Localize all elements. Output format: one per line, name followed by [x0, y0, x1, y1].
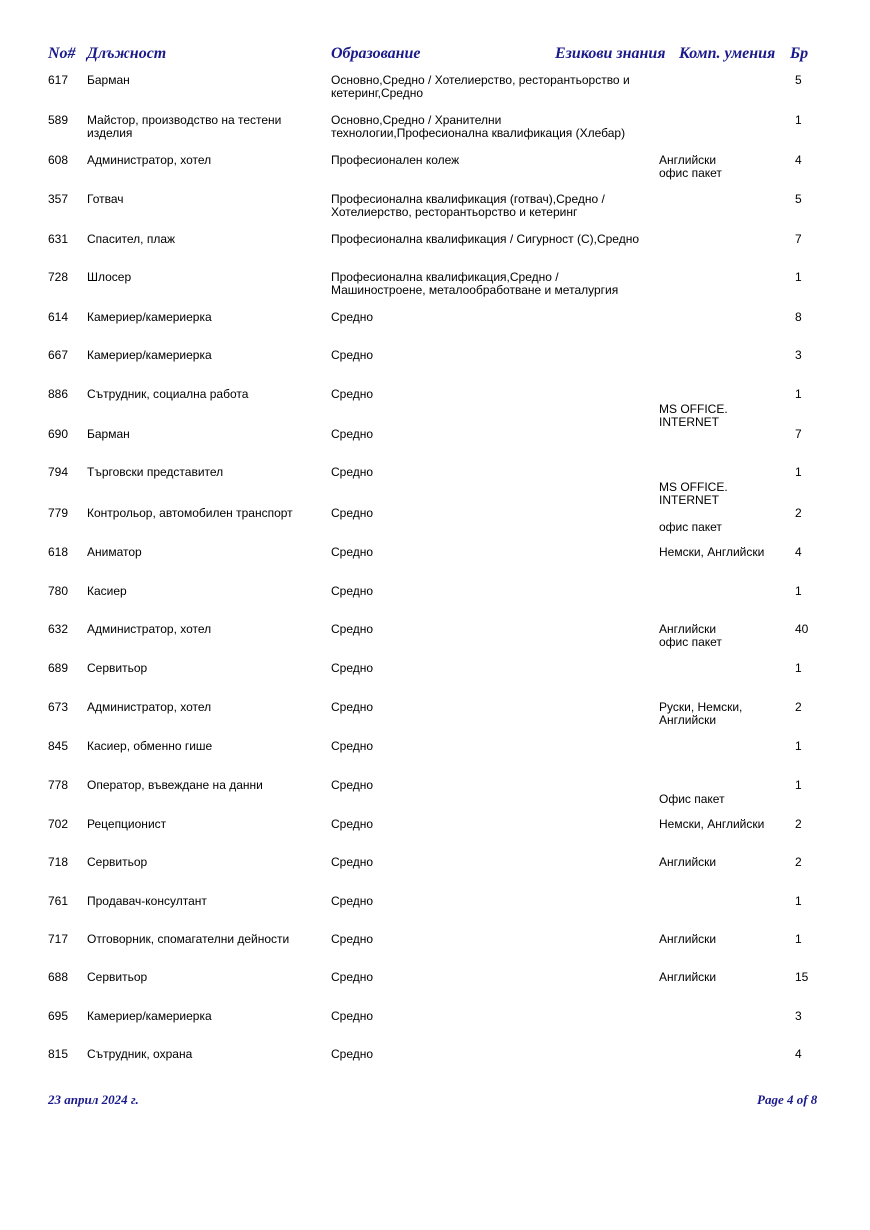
row-position: Готвач: [87, 192, 124, 206]
row-count: 7: [795, 232, 802, 246]
row-education: Средно: [331, 622, 374, 636]
header-education: Образование: [331, 45, 421, 62]
header-num: No#: [48, 45, 76, 62]
row-number: 667: [48, 348, 69, 362]
row-number: 357: [48, 192, 69, 206]
row-position: Сервитьор: [87, 855, 148, 869]
row-count: 4: [795, 1047, 802, 1061]
row-education: Професионална квалификация (готвач),Средно / Хотелиерство, ресторантьорство и кетеринг: [331, 192, 605, 219]
row-position: Контрольор, автомобилен транспорт: [87, 506, 293, 520]
row-position: Сътрудник, охрана: [87, 1047, 193, 1061]
row-education: Средно: [331, 465, 374, 479]
row-education: Средно: [331, 506, 374, 520]
row-education: Средно: [331, 427, 374, 441]
table-row: [0, 662, 870, 698]
table-row: [0, 349, 870, 385]
row-count: 1: [795, 894, 802, 908]
row-number: 695: [48, 1009, 69, 1023]
table-row: [0, 779, 870, 815]
row-number: 794: [48, 465, 69, 479]
row-number: 689: [48, 661, 69, 675]
table-row: [0, 428, 870, 464]
table-row: [0, 740, 870, 776]
row-languages: Английски офис пакет: [659, 622, 722, 649]
table-row: [0, 546, 870, 582]
row-education: Средно: [331, 970, 374, 984]
row-position: Рецепционист: [87, 817, 167, 831]
row-languages: Немски, Английски: [659, 817, 765, 831]
row-education: Средно: [331, 661, 374, 675]
row-position: Отговорник, спомагателни дейности: [87, 932, 290, 946]
row-number: 688: [48, 970, 69, 984]
header-languages: Езикови знания: [555, 45, 666, 62]
row-position: Барман: [87, 73, 130, 87]
row-count: 1: [795, 270, 802, 284]
row-count: 1: [795, 932, 802, 946]
row-count: 15: [795, 970, 809, 984]
header-computer-skills: Комп. умения: [679, 45, 776, 62]
table-row: [0, 585, 870, 621]
row-education: Средно: [331, 855, 374, 869]
row-position: Майстор, производство на тестени изделия: [87, 113, 282, 140]
row-position: Администратор, хотел: [87, 153, 212, 167]
row-count: 4: [795, 153, 802, 167]
row-languages: Английски: [659, 970, 717, 984]
table-row: [0, 154, 870, 190]
row-languages: Немски, Английски: [659, 545, 765, 559]
table-row: [0, 507, 870, 543]
row-education: Средно: [331, 817, 374, 831]
row-position: Търговски представител: [87, 465, 224, 479]
row-position: Касиер, обменно гише: [87, 739, 213, 753]
row-count: 5: [795, 73, 802, 87]
row-position: Касиер: [87, 584, 127, 598]
header-position: Длъжност: [87, 45, 167, 62]
footer-page-number: Page 4 of 8: [757, 1092, 818, 1107]
table-row: [0, 74, 870, 110]
row-number: 614: [48, 310, 69, 324]
row-position: Администратор, хотел: [87, 622, 212, 636]
row-education: Средно: [331, 1009, 374, 1023]
table-row: [0, 933, 870, 969]
row-count: 1: [795, 113, 802, 127]
row-number: 702: [48, 817, 69, 831]
row-position: Сервитьор: [87, 661, 148, 675]
row-education: Професионална квалификация,Средно / Машиностроене, металообработване и металургия: [331, 270, 619, 297]
row-count: 1: [795, 465, 802, 479]
row-number: 717: [48, 932, 69, 946]
row-count: 8: [795, 310, 802, 324]
row-number: 589: [48, 113, 69, 127]
table-row: [0, 856, 870, 892]
row-position: Оператор, въвеждане на данни: [87, 778, 263, 792]
row-education: Средно: [331, 739, 374, 753]
row-number: 632: [48, 622, 69, 636]
table-row: [0, 1048, 870, 1084]
row-number: 728: [48, 270, 69, 284]
row-education: Средно: [331, 387, 374, 401]
table-row: [0, 193, 870, 229]
row-number: 778: [48, 778, 69, 792]
row-count: 1: [795, 584, 802, 598]
row-position: Шлосер: [87, 270, 132, 284]
table-row: [0, 271, 870, 307]
table-row: [0, 895, 870, 931]
row-education: Основно,Средно / Хранителни технологии,Професионална квалификация (Хлебар): [331, 113, 626, 140]
row-position: Барман: [87, 427, 130, 441]
computer-skills-note: офис пакет: [659, 520, 722, 534]
table-row: [0, 971, 870, 1007]
row-languages: Английски: [659, 932, 717, 946]
row-count: 2: [795, 817, 802, 831]
row-position: Аниматор: [87, 545, 142, 559]
row-count: 2: [795, 855, 802, 869]
row-position: Камериер/камериерка: [87, 348, 212, 362]
table-row: [0, 701, 870, 737]
table-row: [0, 311, 870, 347]
row-education: Средно: [331, 932, 374, 946]
row-number: 815: [48, 1047, 69, 1061]
footer-date: 23 април 2024 г.: [48, 1092, 139, 1107]
row-number: 718: [48, 855, 69, 869]
row-education: Средно: [331, 700, 374, 714]
row-position: Сервитьор: [87, 970, 148, 984]
row-count: 1: [795, 739, 802, 753]
table-row: [0, 623, 870, 659]
row-number: 618: [48, 545, 69, 559]
row-count: 5: [795, 192, 802, 206]
table-row: [0, 818, 870, 854]
row-number: 779: [48, 506, 69, 520]
row-number: 780: [48, 584, 69, 598]
row-number: 617: [48, 73, 69, 87]
table-row: [0, 1010, 870, 1046]
row-position: Продавач-консултант: [87, 894, 207, 908]
row-number: 608: [48, 153, 69, 167]
row-position: Камериер/камериерка: [87, 310, 212, 324]
row-education: Основно,Средно / Хотелиерство, ресторантьорство и кетеринг,Средно: [331, 73, 630, 100]
table-row: [0, 233, 870, 269]
row-position: Администратор, хотел: [87, 700, 212, 714]
table-row: [0, 466, 870, 502]
row-count: 2: [795, 506, 802, 520]
row-count: 3: [795, 1009, 802, 1023]
row-position: Спасител, плаж: [87, 232, 176, 246]
row-education: Средно: [331, 1047, 374, 1061]
row-education: Средно: [331, 348, 374, 362]
row-number: 761: [48, 894, 69, 908]
row-education: Професионален колеж: [331, 153, 460, 167]
computer-skills-note: MS OFFICE. INTERNET: [659, 402, 728, 429]
computer-skills-note: Офис пакет: [659, 792, 725, 806]
row-number: 690: [48, 427, 69, 441]
header-count: Бр: [790, 45, 809, 62]
row-education: Средно: [331, 545, 374, 559]
row-education: Средно: [331, 894, 374, 908]
row-number: 631: [48, 232, 69, 246]
row-count: 3: [795, 348, 802, 362]
table-row: [0, 388, 870, 424]
row-languages: Английски: [659, 855, 717, 869]
row-count: 4: [795, 545, 802, 559]
row-number: 673: [48, 700, 69, 714]
row-position: Сътрудник, социална работа: [87, 387, 249, 401]
row-position: Камериер/камериерка: [87, 1009, 212, 1023]
row-languages: Руски, Немски, Английски: [659, 700, 743, 727]
row-education: Средно: [331, 778, 374, 792]
row-education: Средно: [331, 584, 374, 598]
row-count: 40: [795, 622, 809, 636]
table-row: [0, 114, 870, 150]
row-number: 886: [48, 387, 69, 401]
row-count: 7: [795, 427, 802, 441]
row-education: Професионална квалификация / Сигурност (С),Средно: [331, 232, 640, 246]
row-count: 1: [795, 387, 802, 401]
row-languages: Английски офис пакет: [659, 153, 722, 180]
row-count: 2: [795, 700, 802, 714]
row-count: 1: [795, 661, 802, 675]
row-number: 845: [48, 739, 69, 753]
computer-skills-note: MS OFFICE. INTERNET: [659, 480, 728, 507]
row-count: 1: [795, 778, 802, 792]
row-education: Средно: [331, 310, 374, 324]
